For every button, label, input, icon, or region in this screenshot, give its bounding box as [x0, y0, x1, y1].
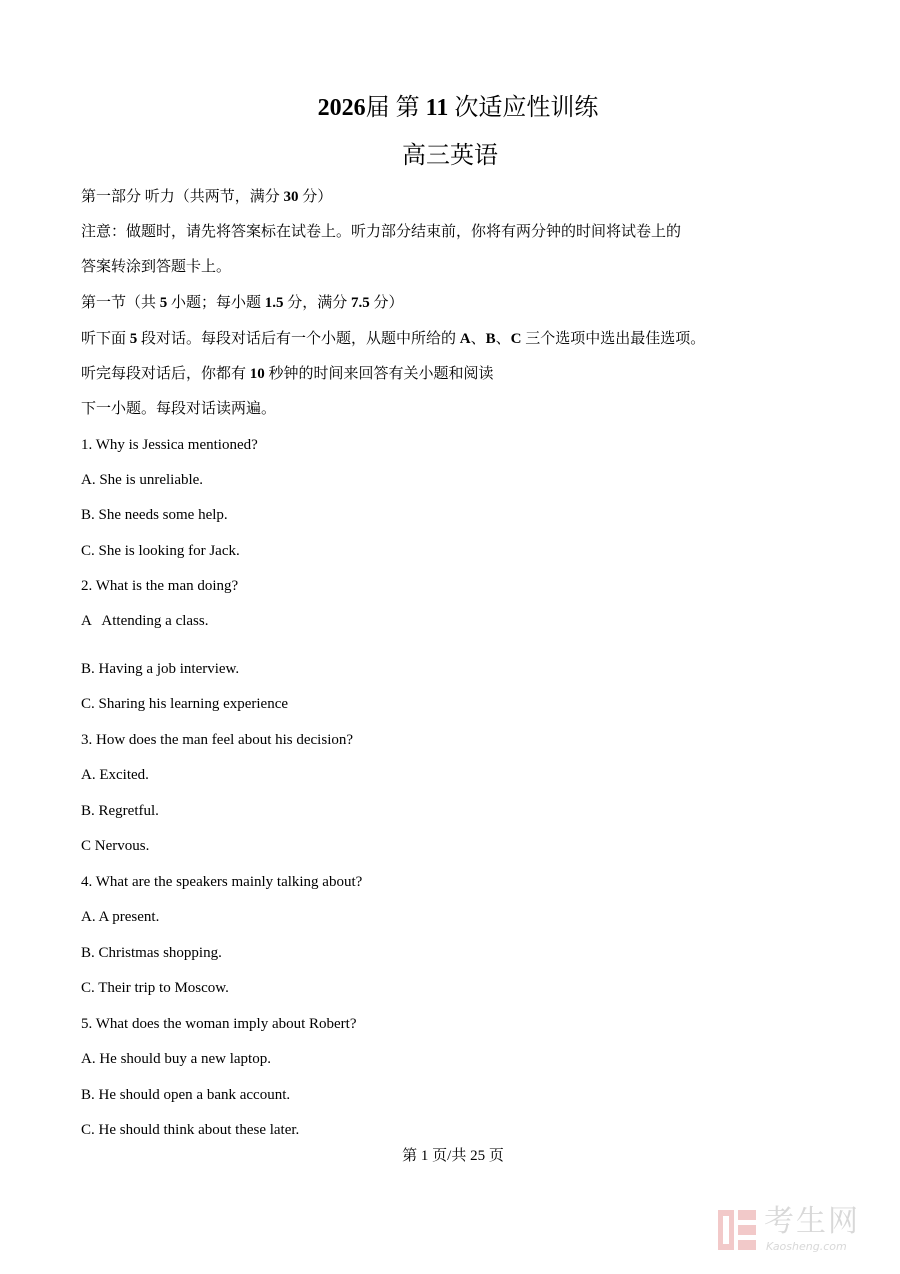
title-year: 2026: [317, 95, 366, 121]
instruction-line-1: 听下面 5 段对话。每段对话后有一个小题，从题中所给的 A、B、C 三个选项中选出最佳选项。: [81, 331, 706, 347]
exam-title: [0, 92, 900, 124]
kaosheng-logo-icon: [716, 1206, 758, 1254]
question-stem: 3. How does the man feel about his decision?: [81, 732, 354, 748]
page-number: 第 1 页/共 25 页: [402, 1148, 504, 1164]
answer-option: C Nervous.: [81, 838, 150, 854]
answer-option: C. Their trip to Moscow.: [81, 980, 229, 996]
answer-option: B. Regretful.: [81, 803, 159, 819]
notice-line-2: 答案转涂到答题卡上。: [81, 259, 232, 275]
answer-option: A. Excited.: [81, 767, 149, 783]
part-heading: 第一节（共 5 小题；每小题 1.5 分，满分 7.5 分）: [81, 295, 404, 311]
watermark-name: 考生网: [764, 1204, 860, 1239]
question-stem: 4. What are the speakers mainly talking about?: [81, 874, 363, 890]
exam-subtitle: 高三英语: [402, 143, 498, 169]
answer-option: A Attending a class.: [81, 613, 209, 629]
question-stem: 5. What does the woman imply about Robert?: [81, 1016, 357, 1032]
answer-option: B. Christmas shopping.: [81, 945, 222, 961]
answer-option: C. He should think about these later.: [81, 1122, 300, 1138]
watermark: [716, 1204, 886, 1258]
answer-option: A. He should buy a new laptop.: [81, 1051, 271, 1067]
section-heading: 第一部分 听力（共两节，满分 30 分）: [81, 189, 333, 205]
answer-option: B. He should open a bank account.: [81, 1087, 291, 1103]
answer-option: B. Having a job interview.: [81, 661, 240, 677]
title-end: 次适应性训练: [454, 95, 599, 121]
answer-option: A. She is unreliable.: [81, 472, 204, 488]
answer-option: A. A present.: [81, 909, 160, 925]
answer-option: B. She needs some help.: [81, 507, 228, 523]
question-stem: 1. Why is Jessica mentioned?: [81, 437, 258, 453]
answer-option: C. Sharing his learning experience: [81, 696, 289, 712]
instruction-line-2: 听完每段对话后，你都有 10 秒钟的时间来回答有关小题和阅读: [81, 366, 494, 382]
answer-option: C. She is looking for Jack.: [81, 543, 240, 559]
watermark-url: Kaosheng.com: [766, 1240, 847, 1253]
notice-line-1: 注意：做题时，请先将答案标在试卷上。听力部分结束前，你将有两分钟的时间将试卷上的: [81, 224, 682, 240]
instruction-line-3: 下一小题。每段对话读两遍。: [81, 401, 277, 417]
question-stem: 2. What is the man doing?: [81, 578, 239, 594]
title-number: 11: [425, 95, 449, 121]
title-text: 届 第: [365, 95, 420, 121]
